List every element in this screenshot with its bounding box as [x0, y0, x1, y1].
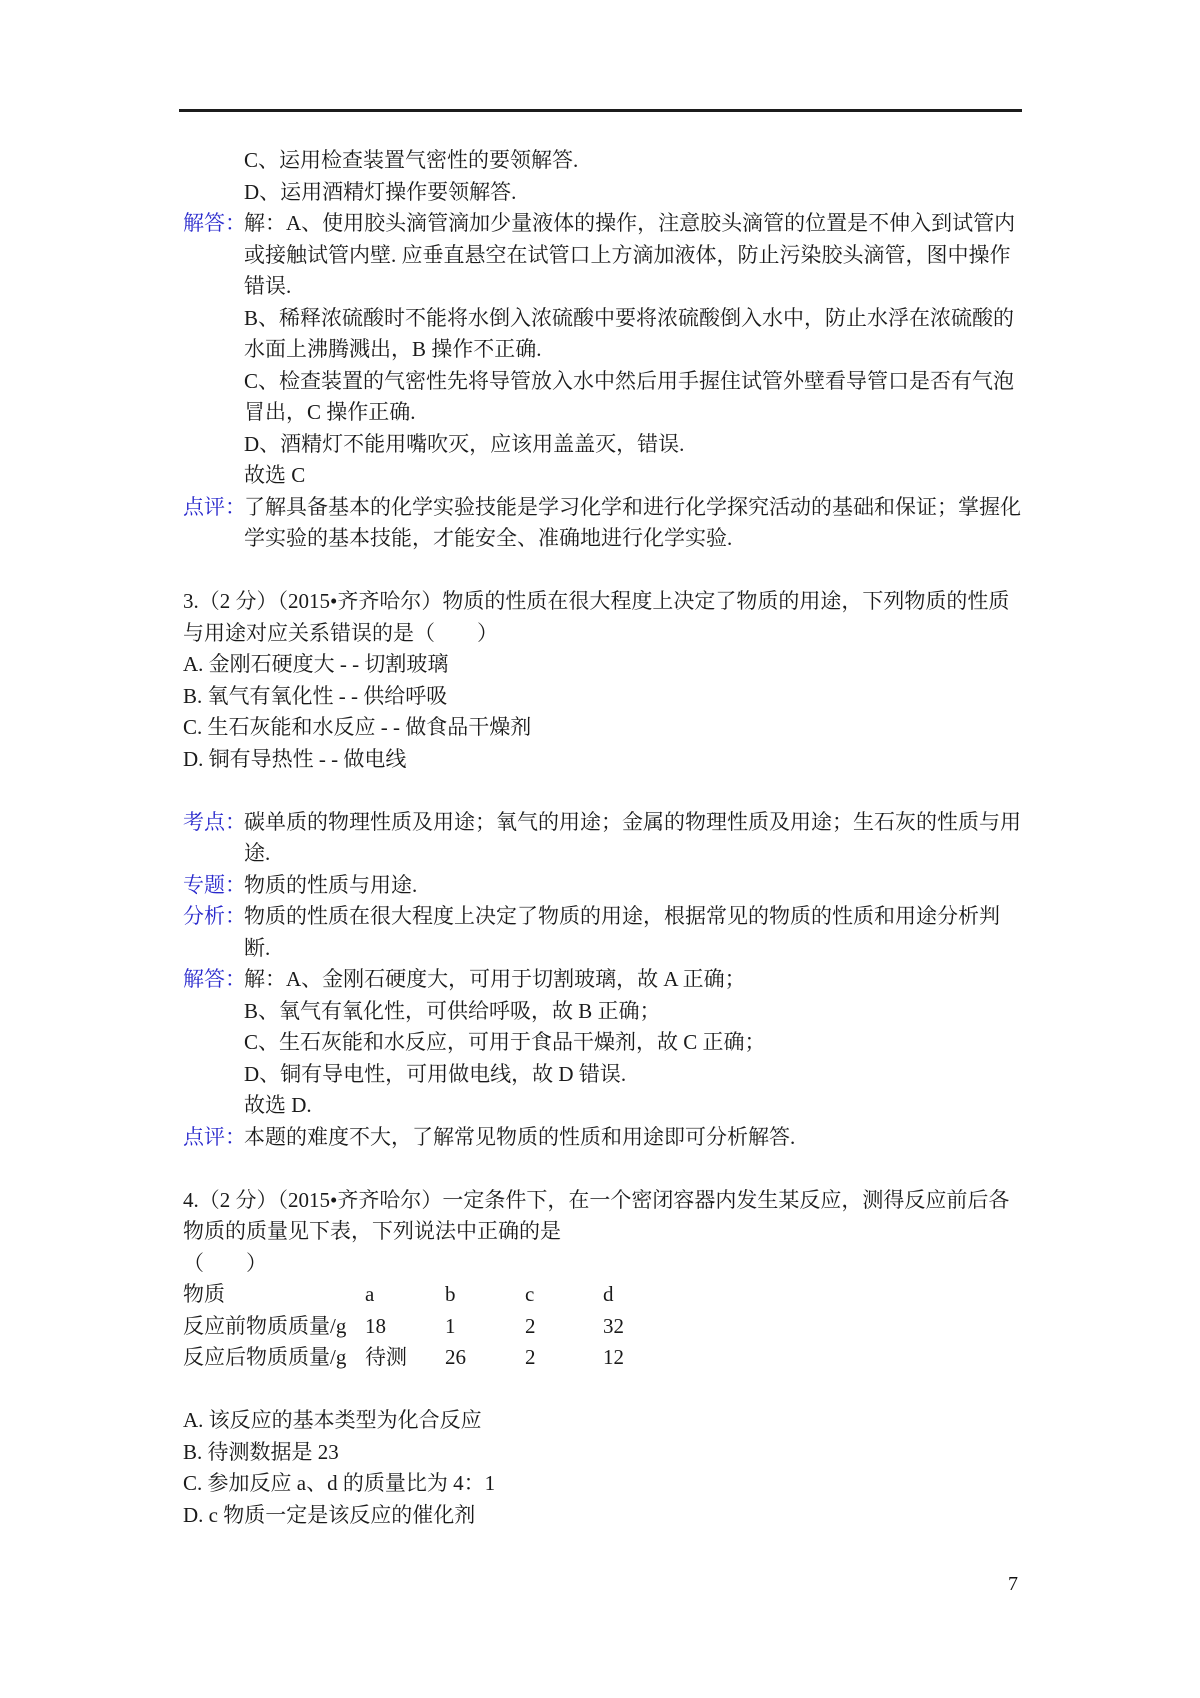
line-text: 解：A、金刚石硬度大，可用于切割玻璃，故 A 正确；: [244, 967, 746, 991]
text-line: 断.: [244, 935, 271, 960]
labeled-line: [183, 964, 1200, 996]
labeled-line: [183, 492, 1200, 524]
line-text: 物质的性质与用途.: [244, 872, 418, 897]
text-line: 或接触试管内壁. 应垂直悬空在试管口上方滴加液体，防止污染胶头滴管，图中操作: [244, 242, 1011, 267]
text-line: 4.（2 分）（2015•齐齐哈尔）一定条件下，在一个密闭容器内发生某反应，测得反应前后各: [183, 1187, 1010, 1212]
labeled-line: [183, 901, 1200, 933]
line-text: 物质的性质在很大程度上决定了物质的用途，根据常见的物质的性质和用途分析判: [244, 904, 1000, 928]
text-line: 故选 D.: [244, 1093, 312, 1117]
table-cell: 2: [525, 1313, 536, 1338]
line-text: 解：A、使用胶头滴管滴加少量液体的操作，注意胶头滴管的位置是不伸入到试管内: [244, 211, 1016, 235]
table-cell: d: [603, 1282, 614, 1306]
line-text: 本题的难度不大，了解常见物质的性质和用途即可分析解答.: [244, 1124, 796, 1149]
section-label: 点评：: [183, 494, 246, 519]
table-cell: 32: [603, 1313, 624, 1338]
page-number: 7: [1008, 1573, 1018, 1595]
text-line: 物质的质量见下表，下列说法中正确的是: [183, 1219, 561, 1243]
labeled-line: [183, 1122, 1200, 1154]
section-label: 解答：: [183, 967, 246, 991]
labeled-line: [183, 208, 1200, 240]
table-cell: 待测: [365, 1345, 407, 1369]
document-body: [0, 145, 1200, 1531]
text-line: 3.（2 分）（2015•齐齐哈尔）物质的性质在很大程度上决定了物质的用途，下列物质的性质: [183, 589, 1010, 613]
text-line: B、氧气有氧化性，可供给呼吸，故 B 正确；: [244, 998, 661, 1023]
table-row-header: 反应后物质质量/g: [183, 1345, 347, 1369]
text-line: C、检查装置的气密性先将导管放入水中然后用手握住试管外壁看导管口是否有气泡: [244, 368, 1015, 393]
table-row: [183, 1311, 1200, 1343]
section-label: 专题：: [183, 872, 246, 897]
text-line: C、生石灰能和水反应，可用于食品干燥剂，故 C 正确；: [244, 1030, 766, 1054]
text-line: B. 氧气有氧化性 - - 供给呼吸: [183, 683, 448, 708]
section-label: 分析：: [183, 904, 246, 928]
table-cell: 2: [525, 1345, 536, 1369]
header-rule: [179, 109, 1022, 112]
table-row-header: 反应前物质质量/g: [183, 1313, 347, 1338]
text-line: D、酒精灯不能用嘴吹灭，应该用盖盖灭，错误.: [244, 431, 685, 456]
line-text: 碳单质的物理性质及用途；氧气的用途；金属的物理性质及用途；生石灰的性质与用: [244, 809, 1021, 834]
table-cell: a: [365, 1282, 375, 1306]
text-line: D. c 物质一定是该反应的催化剂: [183, 1502, 476, 1527]
text-line: A. 金刚石硬度大 - - 切割玻璃: [183, 652, 449, 676]
blank-line: [0, 775, 1200, 807]
labeled-line: [183, 807, 1200, 839]
blank-line: [0, 555, 1200, 587]
text-line: C. 生石灰能和水反应 - - 做食品干燥剂: [183, 715, 532, 739]
text-line: B、稀释浓硫酸时不能将水倒入浓硫酸中要将浓硫酸倒入水中，防止水浮在浓硫酸的: [244, 305, 1015, 330]
line-text: 了解具备基本的化学实验技能是学习化学和进行化学探究活动的基础和保证；掌握化: [244, 494, 1021, 519]
text-line: （ ）: [183, 1250, 267, 1275]
text-line: B. 待测数据是 23: [183, 1439, 339, 1464]
table-row: [183, 1342, 1200, 1374]
table-cell: 1: [445, 1313, 456, 1338]
blank-line: [0, 1153, 1200, 1185]
text-line: C、运用检查装置气密性的要领解答.: [244, 148, 579, 172]
table-cell: 12: [603, 1345, 624, 1369]
text-line: 错误.: [244, 274, 292, 298]
text-line: 学实验的基本技能，才能安全、准确地进行化学实验.: [244, 526, 733, 550]
text-line: D、铜有导电性，可用做电线，故 D 错误.: [244, 1061, 627, 1086]
blank-line: [0, 1374, 1200, 1406]
section-label: 解答：: [183, 211, 246, 235]
text-line: 途.: [244, 841, 271, 865]
text-line: 冒出，C 操作正确.: [244, 400, 416, 424]
text-line: D、运用酒精灯操作要领解答.: [244, 179, 517, 204]
table-row-header: 物质: [183, 1282, 225, 1306]
table-cell: 18: [365, 1313, 386, 1338]
table-row: [183, 1279, 1200, 1311]
section-label: 点评：: [183, 1124, 246, 1149]
text-line: C. 参加反应 a、d 的质量比为 4：1: [183, 1471, 496, 1495]
table-cell: c: [525, 1282, 535, 1306]
text-line: 水面上沸腾溅出，B 操作不正确.: [244, 337, 542, 361]
table-cell: 26: [445, 1345, 466, 1369]
section-label: 考点：: [183, 809, 246, 834]
text-line: 故选 C: [244, 463, 306, 487]
text-line: D. 铜有导热性 - - 做电线: [183, 746, 407, 771]
text-line: 与用途对应关系错误的是（ ）: [183, 620, 498, 645]
labeled-line: [183, 870, 1200, 902]
table-cell: b: [445, 1282, 456, 1306]
text-line: A. 该反应的基本类型为化合反应: [183, 1408, 482, 1432]
